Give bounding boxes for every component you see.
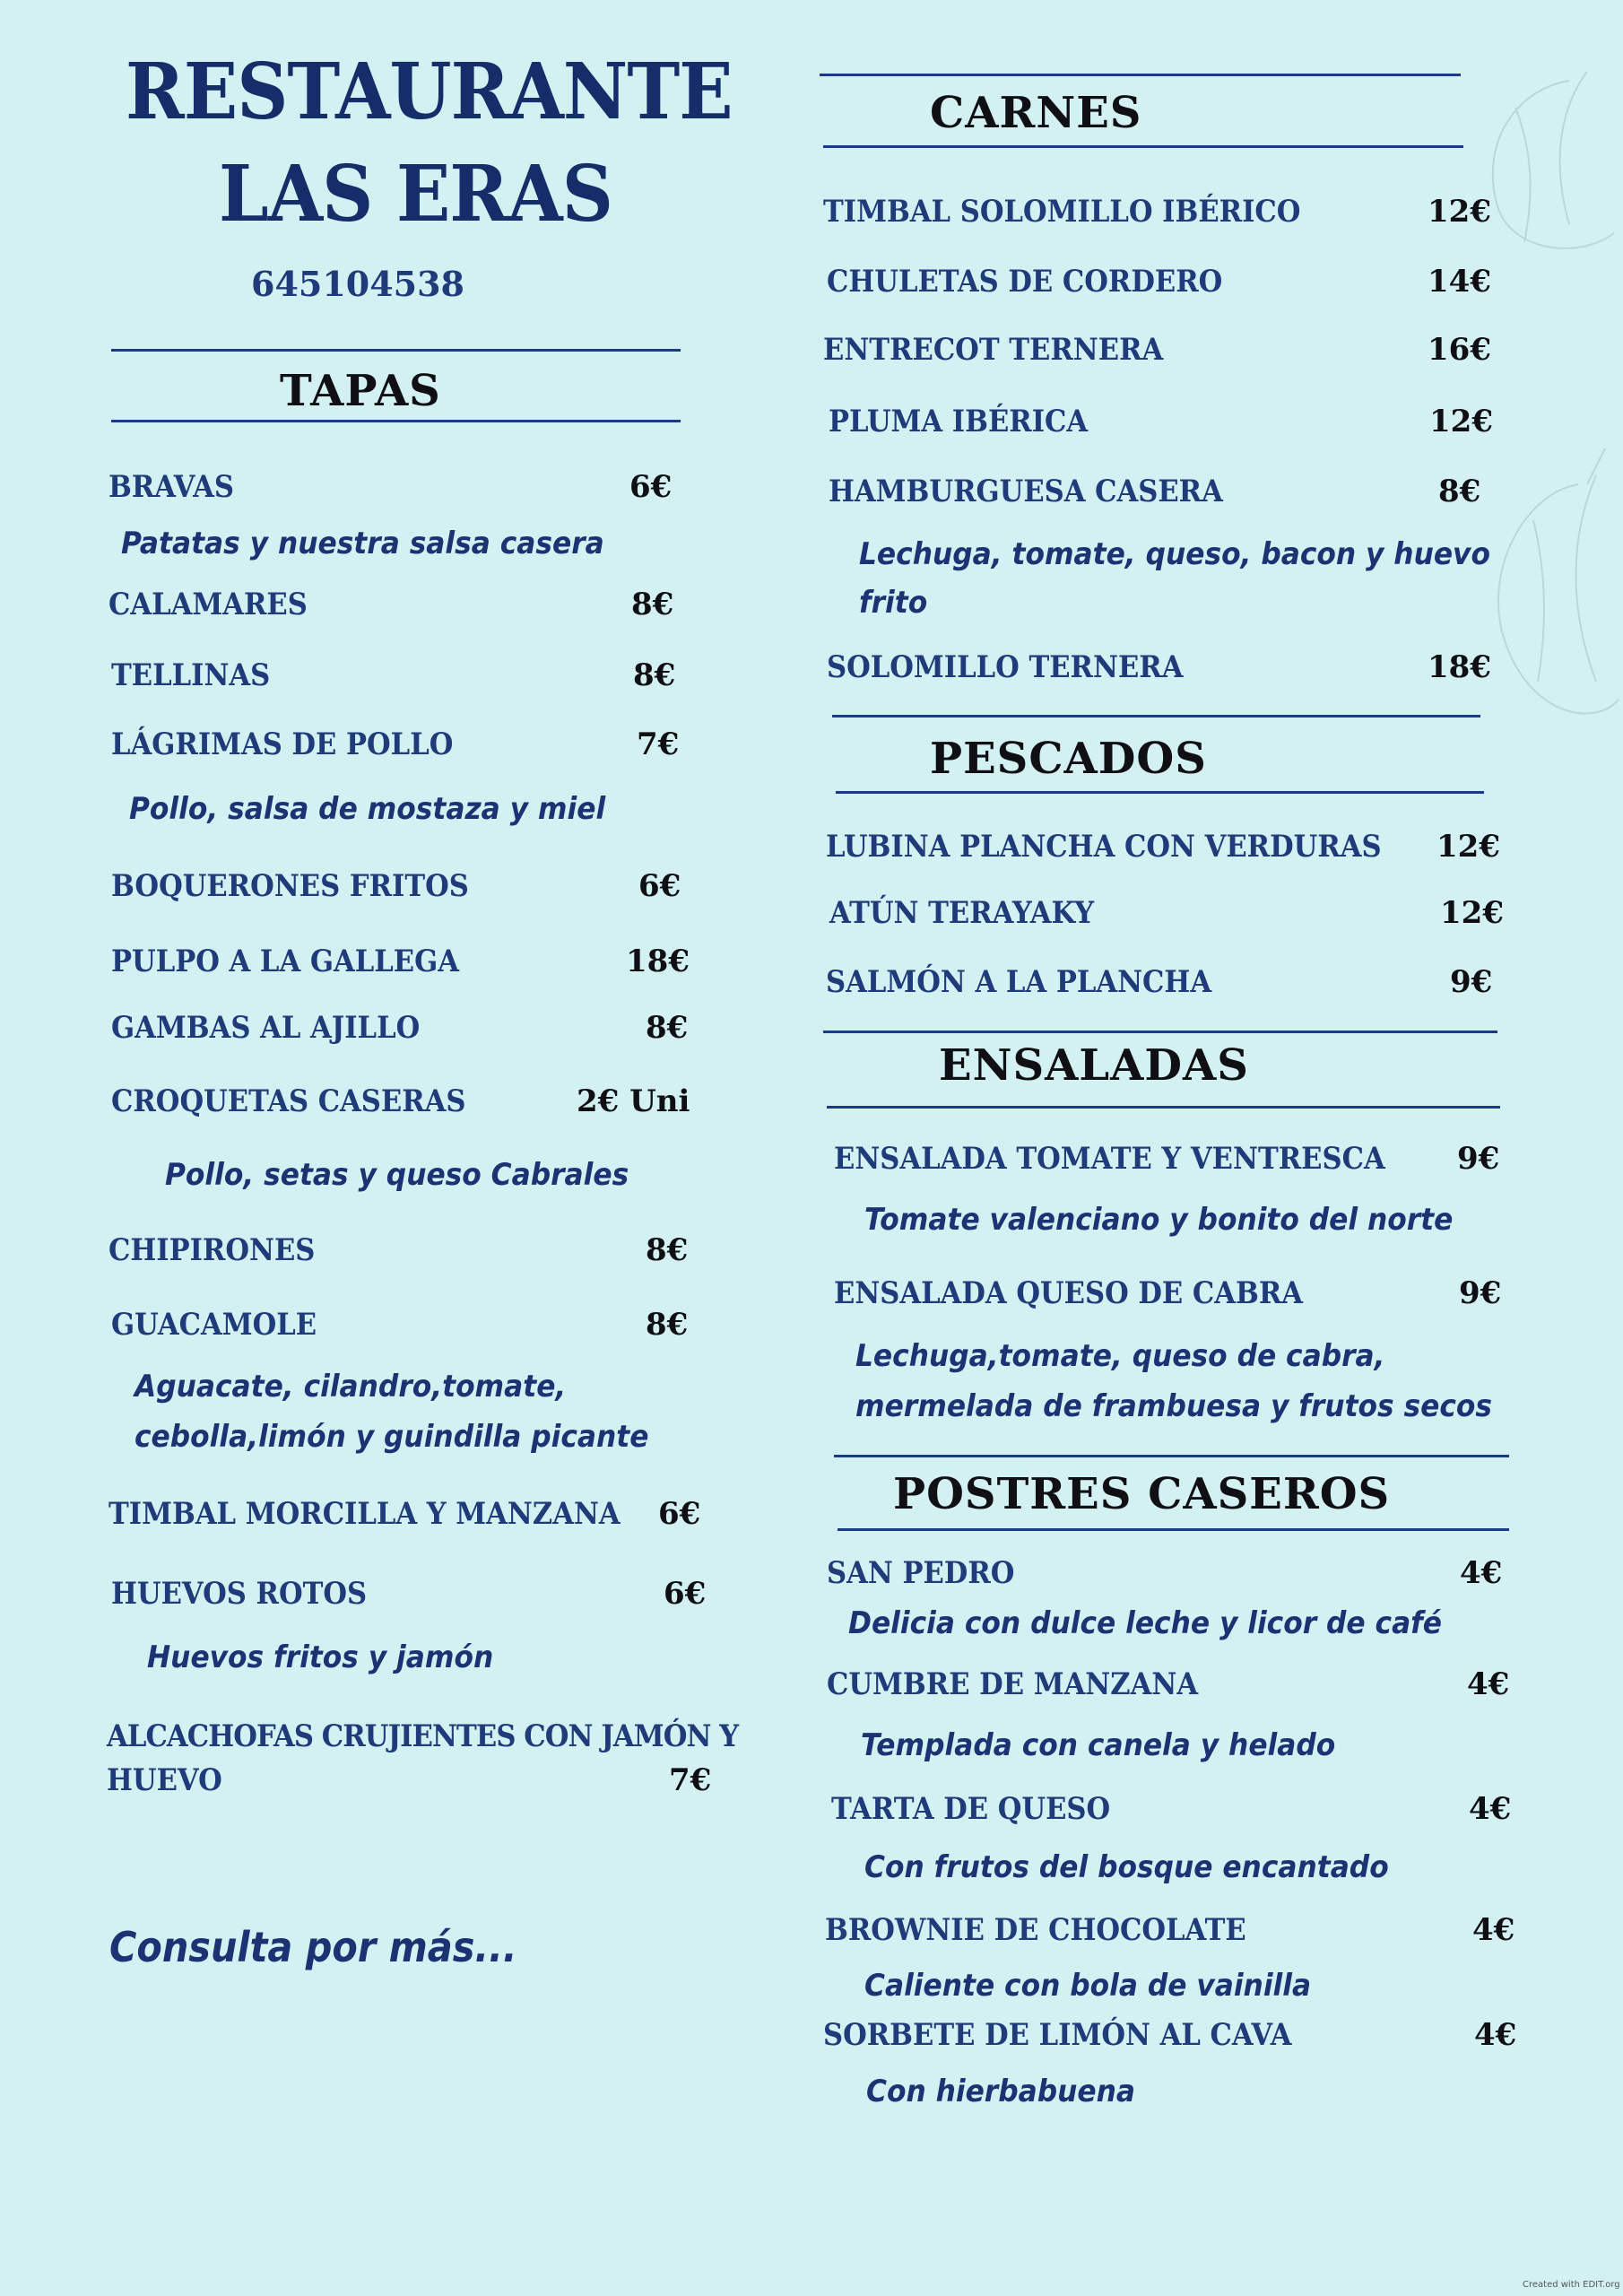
tapa-price: 2€ Uni xyxy=(577,1083,690,1119)
pescados-divider-bottom xyxy=(836,791,1484,794)
postre-description: Con frutos del bosque encantado xyxy=(864,1849,1389,1885)
carne-price: 14€ xyxy=(1428,264,1491,300)
postre-description: Templada con canela y helado xyxy=(861,1727,1336,1763)
tapa-name: HUEVOS ROTOS xyxy=(111,1576,368,1612)
postre-name: BROWNIE DE CHOCOLATE xyxy=(825,1912,1246,1948)
ensalada-price: 9€ xyxy=(1459,1275,1502,1311)
tapas-divider-bottom xyxy=(111,420,681,422)
carne-name: HAMBURGUESA CASERA xyxy=(829,474,1223,509)
tapa-name: TIMBAL MORCILLA Y MANZANA xyxy=(108,1496,621,1532)
carnes-divider-bottom xyxy=(823,145,1463,148)
ensalada-description: Tomate valenciano y bonito del norte xyxy=(864,1202,1454,1238)
tapa-description: Huevos fritos y jamón xyxy=(147,1639,494,1675)
tapa-name: TELLINAS xyxy=(111,657,271,693)
postre-name: SAN PEDRO xyxy=(827,1555,1015,1591)
postre-name: TARTA DE QUESO xyxy=(831,1791,1111,1827)
phone-number: 645104538 xyxy=(251,264,464,304)
restaurant-name-line1: RESTAURANTE xyxy=(126,47,733,137)
postre-price: 4€ xyxy=(1472,1912,1515,1948)
footer-credit: Created with EDIT.org xyxy=(1523,2280,1620,2290)
tapa-description: cebolla,limón y guindilla picante xyxy=(135,1419,649,1455)
tapa-price: 8€ xyxy=(646,1307,689,1343)
pescado-price: 12€ xyxy=(1440,895,1504,931)
tapa-description: Patatas y nuestra salsa casera xyxy=(121,526,604,561)
tapa-price: 7€ xyxy=(669,1762,712,1798)
tapa-name: LÁGRIMAS DE POLLO xyxy=(111,726,454,762)
pescado-name: LUBINA PLANCHA CON VERDURAS xyxy=(826,829,1382,865)
carne-name: SOLOMILLO TERNERA xyxy=(827,649,1184,685)
tapas-divider-top xyxy=(111,349,681,352)
tapa-price: 8€ xyxy=(646,1232,689,1268)
ensaladas-divider-bottom xyxy=(827,1106,1500,1109)
tapa-description: Pollo, salsa de mostaza y miel xyxy=(129,791,606,827)
postre-name: SORBETE DE LIMÓN AL CAVA xyxy=(823,2017,1292,2053)
ensalada-description: Lechuga,tomate, queso de cabra, xyxy=(855,1338,1385,1374)
tapa-name: GAMBAS AL AJILLO xyxy=(111,1010,421,1046)
postre-price: 4€ xyxy=(1467,1666,1510,1702)
tapa-name: CHIPIRONES xyxy=(108,1232,316,1268)
ensalada-price: 9€ xyxy=(1457,1141,1500,1177)
postres-title: POSTRES CASEROS xyxy=(893,1469,1391,1519)
postre-price: 4€ xyxy=(1469,1791,1512,1827)
tapa-price: 8€ xyxy=(633,657,676,693)
postre-price: 4€ xyxy=(1460,1555,1503,1591)
carne-price: 12€ xyxy=(1428,194,1491,230)
carne-price: 8€ xyxy=(1438,474,1481,509)
tapa-price: 6€ xyxy=(629,469,673,505)
pescados-title: PESCADOS xyxy=(930,734,1207,784)
pescado-price: 12€ xyxy=(1436,829,1500,865)
tapa-description: Pollo, setas y queso Cabrales xyxy=(165,1157,629,1193)
postre-description: Delicia con dulce leche y licor de café xyxy=(848,1605,1442,1641)
tapa-name: PULPO A LA GALLEGA xyxy=(111,944,459,979)
tapa-name: CALAMARES xyxy=(108,587,308,622)
tapa-price: 8€ xyxy=(646,1010,689,1046)
tapa-description: Aguacate, cilandro,tomate, xyxy=(135,1369,567,1405)
carne-name: CHULETAS DE CORDERO xyxy=(827,264,1223,300)
carne-description: frito xyxy=(859,585,928,621)
postre-description: Caliente con bola de vainilla xyxy=(864,1968,1312,2004)
pescado-price: 9€ xyxy=(1450,964,1493,1000)
carnes-title: CARNES xyxy=(930,88,1142,138)
ensalada-name: ENSALADA QUESO DE CABRA xyxy=(834,1275,1304,1311)
tapa-name: HUEVO xyxy=(107,1762,222,1798)
carne-name: PLUMA IBÉRICA xyxy=(829,404,1089,439)
ensalada-description: mermelada de frambuesa y frutos secos xyxy=(855,1388,1493,1424)
tapa-name: BRAVAS xyxy=(108,469,235,505)
carne-price: 18€ xyxy=(1428,649,1491,685)
tapa-price: 8€ xyxy=(631,587,674,622)
tapa-price: 6€ xyxy=(638,868,681,904)
pescados-divider-top xyxy=(832,715,1480,718)
tapa-price: 18€ xyxy=(626,944,690,979)
tapa-price: 7€ xyxy=(637,726,680,762)
carne-description: Lechuga, tomate, queso, bacon y huevo xyxy=(859,536,1490,572)
carne-price: 16€ xyxy=(1428,332,1491,368)
postre-price: 4€ xyxy=(1474,2017,1517,2053)
postres-divider-bottom xyxy=(838,1528,1509,1531)
more-info-link: Consulta por más... xyxy=(109,1923,517,1971)
carne-price: 12€ xyxy=(1429,404,1493,439)
pescado-name: ATÚN TERAYAKY xyxy=(829,895,1095,931)
tapa-name: CROQUETAS CASERAS xyxy=(111,1083,466,1119)
ensalada-name: ENSALADA TOMATE Y VENTRESCA xyxy=(834,1141,1385,1177)
carne-name: TIMBAL SOLOMILLO IBÉRICO xyxy=(823,194,1301,230)
ensaladas-title: ENSALADAS xyxy=(939,1040,1249,1091)
tapa-name: BOQUERONES FRITOS xyxy=(111,868,469,904)
tapa-price: 6€ xyxy=(658,1496,701,1532)
postre-name: CUMBRE DE MANZANA xyxy=(827,1666,1199,1702)
ensaladas-divider-top xyxy=(823,1031,1497,1033)
tapa-name: ALCACHOFAS CRUJIENTES CON JAMÓN Y xyxy=(107,1718,739,1754)
tapa-price: 6€ xyxy=(664,1576,707,1612)
carnes-divider-top xyxy=(820,74,1461,76)
restaurant-name-line2: LAS ERAS xyxy=(219,149,612,239)
postres-divider-top xyxy=(834,1455,1509,1457)
postre-description: Con hierbabuena xyxy=(866,2074,1135,2109)
tapa-name: GUACAMOLE xyxy=(111,1307,317,1343)
pescado-name: SALMÓN A LA PLANCHA xyxy=(826,964,1212,1000)
tapas-title: TAPAS xyxy=(280,366,441,416)
carne-name: ENTRECOT TERNERA xyxy=(823,332,1164,368)
